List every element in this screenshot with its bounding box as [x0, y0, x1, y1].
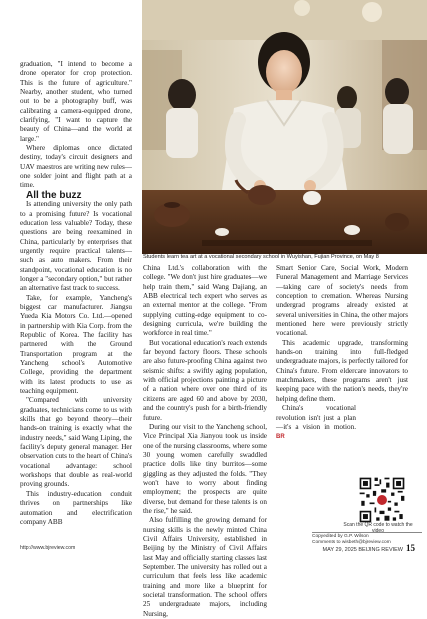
paragraph: Is attending university the only path to a promising future? Is vocational education less valuable? Today, these questions are being reexamined in China, particularly by enterprises that urgently require practical talents—such as auto makers. From their standpoint, vocational education is no longer a "secondary option," but rather an alternative fast track to success.: [20, 200, 132, 293]
closing-text: China's vocational revolution isn't just a plan—it's a vision in motion.: [276, 404, 356, 431]
qr-code-icon[interactable]: [358, 476, 406, 524]
footer-website[interactable]: http://www.bjreview.com: [20, 545, 76, 551]
paragraph: Smart Senior Care, Social Work, Modern Funeral Management and Marriage Services—taking care of society's needs from conception to cremation. Whereas Nursing undergrad programs already existed at several universities in China, the other majors mentioned here were previously strictly vocational.: [276, 264, 408, 338]
paragraph: graduation, "I intend to become a drone operator for crop protection. This is the future of agriculture." Nearby, another student, who turned out to be a photography buff, was calibrating a camera-equipped drone, clarifying, "I want to capture the beauty of China—and the world at large.": [20, 60, 132, 143]
paragraph: Where diplomas once dictated destiny, today's circuit designers and UAV maestros are writing new rules—one solder joint and flight path at a time.: [20, 144, 132, 190]
paragraph: [276, 404, 356, 442]
photo-caption: Students learn tea art at a vocational secondary school in Wuyishan, Fujian Province, on May 8: [143, 254, 379, 260]
copyeditor-line: Copyedited by G.P. Wilson: [312, 534, 369, 539]
paragraph: Take, for example, Yancheng's biggest car manufacturer. Jiangsu Yueda Kia Motors Co. Ltd.—opened in partnership with Kia Corp. from the Republic of Korea. The facility has partnered with the Ground Transportation program at the Yancheng school's Automotive College, providing the department with its latest products to use as teaching equipment.: [20, 293, 132, 396]
footer-issue: [300, 543, 415, 553]
qr-block: [358, 476, 412, 524]
comments-line: Comments to wisbeth@bjreview.com: [312, 539, 391, 545]
paragraph: Also fulfilling the growing demand for nursing skills is the newly minted China Civil Affairs University, established in Beijing by the Ministry of Civil Affairs last May and officially starting classes last September. The university has rolled out a curriculum that feels less like academic training and more like a blueprint for societal transformation. The school offers 25 undergraduate majors, including Nursing,: [143, 516, 267, 618]
right-column: [276, 264, 408, 443]
tea-art-photo: [142, 0, 427, 254]
paragraph: "Compared with university graduates, technicians come to us with skills that go beyond theory—their hands-on training is exactly what the industry needs," said Wang Liping, the facility's deputy general manager. Her observation cuts to the heart of China's vocational advantage: school workshops that double as real-world proving grounds.: [20, 396, 132, 489]
paragraph: But vocational education's reach extends far beyond factory floors. These schools are also future-proofing China against two seismic shifts: a swiftly aging population, with official projections painting a picture of a nation where over one third of its citizens are aged 60 and above by 2030, and the country's push for a birth-friendly future.: [143, 338, 267, 422]
end-mark: BR: [276, 434, 285, 441]
paragraph: China Ltd.'s collaboration with the college. "We don't just hire graduates—we help train them," said Wang Dajiang, an ABB electrical tech expert who serves as an external mentor at the college. "From supplying cutting-edge equipment to co-designing curricula, we're building the workforce in real time.": [143, 264, 267, 338]
left-column: [20, 60, 132, 527]
paragraph: During our visit to the Yancheng school, Vice Principal Xia Jianyou took us inside one of the nursing classrooms, where some 30 young women carefully swaddled practice dolls like tiny burritos—some giggling as they adjusted the folds. "They won't have to worry about finding employment; the prospects are quite diverse, but demand for these talents is on the rise," he said.: [143, 422, 267, 515]
paragraph: This academic upgrade, transforming hands-on training into full-fledged undergraduate majors, is perfectly tailored for China's future. From eldercare innovators to matchmakers, these programs aren't just keeping pace with the nation's needs, they're helping define them.: [276, 338, 408, 403]
issue-label: MAY 29, 2025 BEIJING REVIEW: [322, 547, 403, 553]
qr-caption: Scan the QR code to watch the video: [343, 522, 413, 534]
middle-column: [143, 264, 267, 619]
page-number: 15: [406, 543, 415, 553]
paragraph: This industry-education conduit thrives on partnerships like automation and electrification company ABB: [20, 489, 132, 526]
section-heading: All the buzz: [26, 189, 82, 201]
